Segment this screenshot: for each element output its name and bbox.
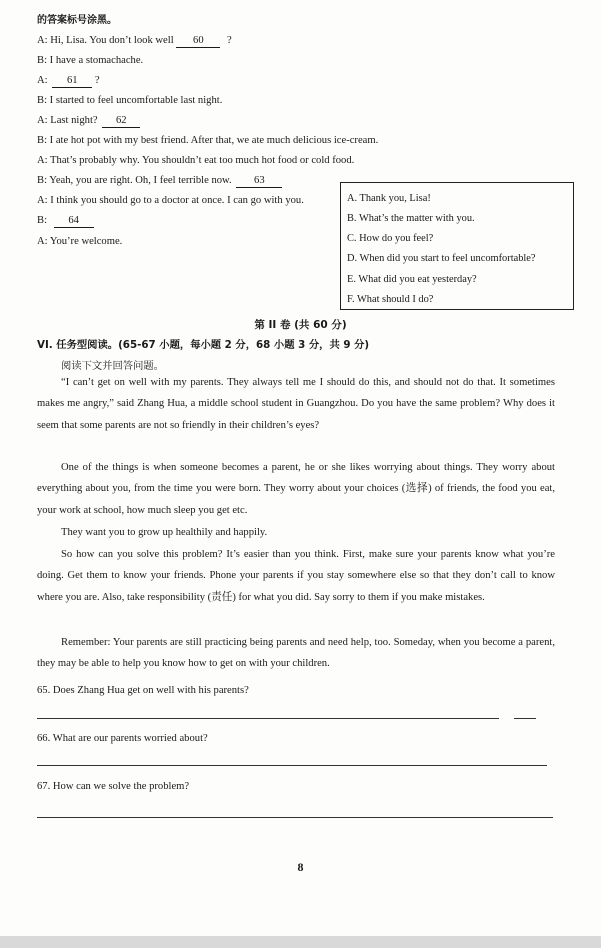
paragraph-text: One of the things is when someone becomes a parent, he or she likes worrying about things. They worry about everything about you, from the time you were born. They worry about your choices (选择) of friends, the food you eat, your work at school, how much sleep you get etc. bbox=[37, 462, 555, 516]
paragraph-text: Remember: Your parents are still practicing being parents and need help, too. Someday, when you become a parent, they may be able to help you know how to get on with your children. bbox=[37, 637, 555, 670]
passage-paragraph-1 bbox=[37, 372, 555, 436]
option-b: B. What’s the matter with you. bbox=[347, 213, 475, 224]
dialogue-line-2: B: I have a stomachache. bbox=[37, 55, 144, 66]
dialogue-text: B: bbox=[37, 215, 48, 226]
option-c: C. How do you feel? bbox=[347, 233, 434, 244]
viewer-bottom-bar bbox=[0, 936, 601, 948]
dialogue-line-4: B: I started to feel uncomfortable last night. bbox=[37, 95, 223, 106]
dialogue-line-1 bbox=[37, 34, 232, 48]
question-65: 65. Does Zhang Hua get on well with his parents? bbox=[37, 685, 249, 696]
section-instruction: 阅读下文并回答问题。 bbox=[61, 360, 164, 372]
header-fragment: 的答案标号涂黑。 bbox=[37, 15, 117, 26]
answer-blank-62[interactable]: 62 bbox=[102, 115, 140, 128]
passage-paragraph-2 bbox=[37, 457, 555, 521]
dialogue-text: A: Last night? bbox=[37, 115, 98, 126]
dialogue-text: B: Yeah, you are right. Oh, I feel terrible now. bbox=[37, 175, 232, 186]
passage-paragraph-4 bbox=[37, 544, 555, 608]
answer-line-67[interactable] bbox=[37, 817, 553, 818]
section-heading: VI. 任务型阅读。(65-67 小题，每小题 2 分，68 小题 3 分，共 9 分) bbox=[37, 339, 370, 351]
question-66: 66. What are our parents worried about? bbox=[37, 733, 208, 744]
dialogue-line-7: A: That’s probably why. You shouldn’t eat too much hot food or cold food. bbox=[37, 155, 355, 166]
question-67: 67. How can we solve the problem? bbox=[37, 781, 190, 792]
dialogue-line-9: A: I think you should go to a doctor at once. I can go with you. bbox=[37, 195, 304, 206]
answer-line-65-end[interactable] bbox=[514, 718, 536, 719]
paragraph-text: They want you to grow up healthily and happily. bbox=[61, 527, 268, 538]
dialogue-text: ? bbox=[226, 35, 232, 46]
option-a: A. Thank you, Lisa! bbox=[347, 193, 431, 204]
dialogue-line-3 bbox=[37, 74, 100, 88]
answer-blank-60[interactable]: 60 bbox=[176, 35, 220, 48]
dialogue-line-11: A: You’re welcome. bbox=[37, 236, 123, 247]
answer-line-65[interactable] bbox=[37, 718, 499, 719]
answer-blank-64[interactable]: 64 bbox=[54, 215, 94, 228]
answer-blank-63[interactable]: 63 bbox=[236, 175, 282, 188]
answer-line-66[interactable] bbox=[37, 765, 547, 766]
answer-blank-61[interactable]: 61 bbox=[52, 75, 92, 88]
dialogue-text: ? bbox=[94, 75, 100, 86]
passage-paragraph-5 bbox=[37, 632, 555, 675]
paragraph-text: “I can’t get on well with my parents. They always tell me I should do this, and should not do that. It sometimes makes me angry,” said Zhang Hua, a middle school student in Guangzhou. Do you have the same problem? Why does it seem that some parents are not so friendly in their children’s eyes? bbox=[37, 377, 555, 431]
section-title: 第 II 卷 (共 60 分) bbox=[254, 319, 347, 331]
dialogue-text: A: Hi, Lisa. You don’t look well bbox=[37, 35, 174, 46]
page-number: 8 bbox=[297, 860, 304, 874]
dialogue-line-8 bbox=[37, 174, 282, 188]
paragraph-text: So how can you solve this problem? It’s easier than you think. First, make sure your parents know what you’re doing. Get them to know your friends. Phone your parents if you stay somewhere else so that they don’t call to know where you are. Also, take responsibility (责任) for what you did. Say sorry to them if you make mistakes. bbox=[37, 549, 555, 603]
dialogue-line-6: B: I ate hot pot with my best friend. After that, we ate much delicious ice-cream. bbox=[37, 135, 379, 146]
dialogue-line-5 bbox=[37, 114, 140, 128]
dialogue-text: A: bbox=[37, 75, 48, 86]
option-e: E. What did you eat yesterday? bbox=[347, 274, 477, 285]
option-d: D. When did you start to feel uncomfortable? bbox=[347, 253, 536, 264]
passage-paragraph-3 bbox=[37, 522, 555, 543]
dialogue-line-10 bbox=[37, 214, 94, 228]
options-box bbox=[340, 182, 574, 310]
option-f: F. What should I do? bbox=[347, 294, 434, 305]
